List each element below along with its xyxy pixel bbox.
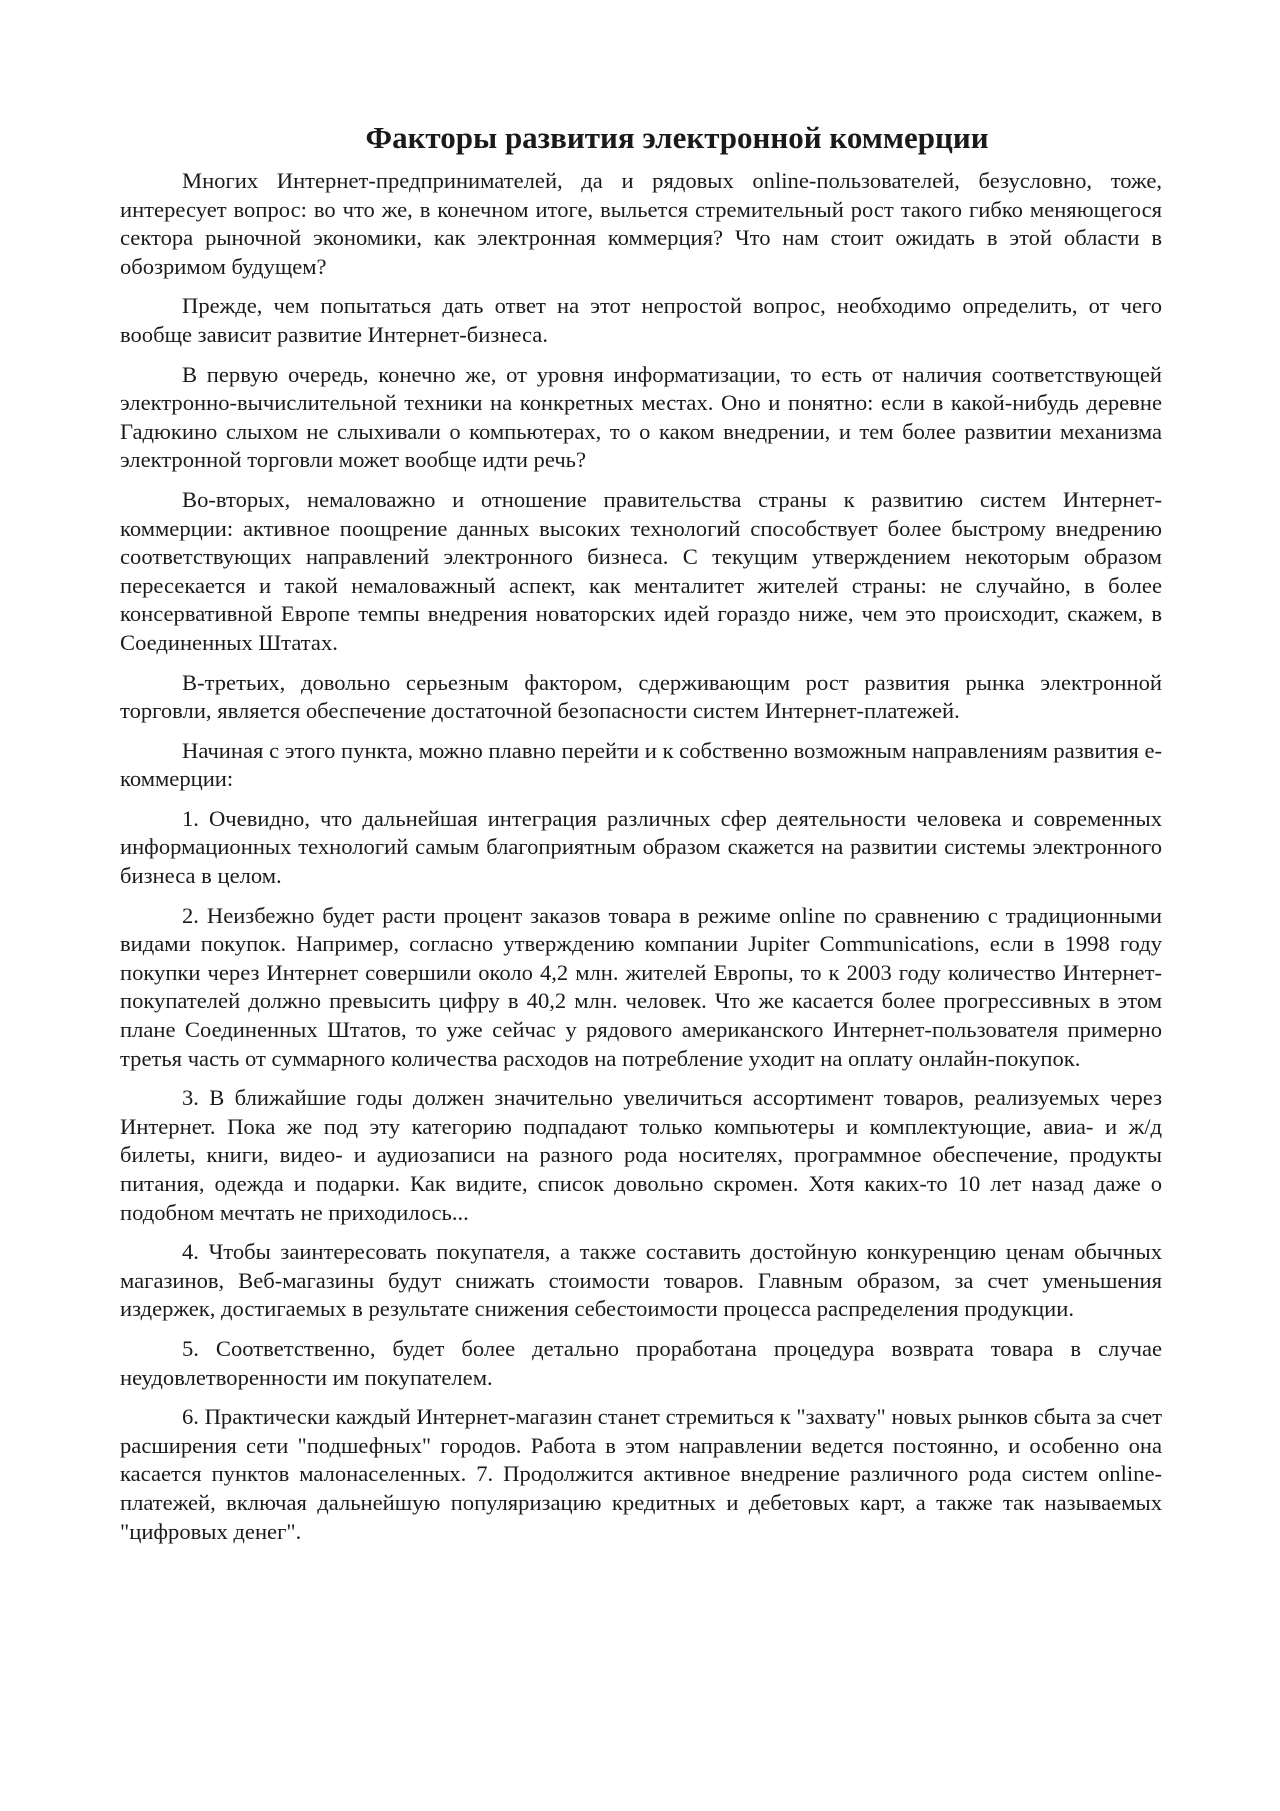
paragraph-third-factor: В-третьих, довольно серьезным фактором, сдерживающим рост развития рынка электронной торговли, является обеспечение достаточной безопасности систем Интернет-платежей. <box>120 669 1162 724</box>
paragraph-second-factor: Во-вторых, немаловажно и отношение правительства страны к развитию систем Интернет-коммерции: активное поощрение данных высоких технологий способствует более быстрому внедрению соответствующих направлений электронного бизнеса. С текущим утверждением некоторым образом пересекается и такой немаловажный аспект, как менталитет жителей страны: не случайно, в более консервативной Европе темпы внедрения новаторских идей гораздо ниже, чем это происходит, скажем, в Соединенных Штатах. <box>120 486 1162 655</box>
list-item-2: 2. Неизбежно будет расти процент заказов товара в режиме online по сравнению с традиционными видами покупок. Например, согласно утверждению компании Jupiter Communications, если в 1998 году покупки через Интернет совершили около 4,2 млн. жителей Европы, то к 2003 году количество Интернет-покупателей должно превысить цифру в 40,2 млн. человек. Что же касается более прогрессивных в этом плане Соединенных Штатов, то уже сейчас у рядового американского Интернет-пользователя примерно третья часть от суммарного количества расходов на потребление уходит на оплату онлайн-покупок. <box>120 902 1162 1071</box>
list-item-4: 4. Чтобы заинтересовать покупателя, а также составить достойную конкуренцию ценам обычных магазинов, Веб-магазины будут снижать стоимости товаров. Главным образом, за счет уменьшения издержек, достигаемых в результате снижения себестоимости процесса распределения продукции. <box>120 1239 1162 1322</box>
document-page <box>120 118 1162 1557</box>
list-item-6-7: 6. Практически каждый Интернет-магазин станет стремиться к "захвату" новых рынков сбыта за счет расширения сети "подшефных" городов. Работа в этом направлении ведется постоянно, и особенно она касается пунктов малонаселенных. 7. Продолжится активное внедрение различного рода систем online-платежей, включая дальнейшую популяризацию кредитных и дебетовых карт, а также так называемых "цифровых денег". <box>120 1404 1162 1544</box>
document-title: Факторы развития электронной коммерции <box>365 120 989 155</box>
list-item-3: 3. В ближайшие годы должен значительно увеличиться ассортимент товаров, реализуемых через Интернет. Пока же под эту категорию подпадают только компьютеры и комплектующие, авиа- и ж/д билеты, книги, видео- и аудиозаписи на разного рода носителях, программное обеспечение, продукты питания, одежда и подарки. Как видите, список довольно скромен. Хотя каких-то 10 лет назад даже о подобном мечтать не приходилось... <box>120 1085 1162 1225</box>
paragraph-define-factors: Прежде, чем попытаться дать ответ на этот непростой вопрос, необходимо определить, от чего вообще зависит развитие Интернет-бизнеса. <box>120 293 1162 347</box>
list-item-1: 1. Очевидно, что дальнейшая интеграция различных сфер деятельности человека и современных информационных технологий самым благоприятным образом скажется на развитии системы электронного бизнеса в целом. <box>120 805 1162 889</box>
paragraph-first-factor: В первую очередь, конечно же, от уровня информатизации, то есть от наличия соответствующей электронно-вычислительной техники на конкретных местах. Оно и понятно: если в какой-нибудь деревне Гадюкино слыхом не слыхивали о компьютерах, то о каком внедрении, и тем более развитии механизма электронной торговли может вообще идти речь? <box>120 361 1162 473</box>
list-item-5: 5. Соответственно, будет более детально проработана процедура возврата товара в случае неудовлетворенности им покупателем. <box>120 1335 1162 1390</box>
paragraph-directions-intro: Начиная с этого пункта, можно плавно перейти и к собственно возможным направлениям развития е-коммерции: <box>120 737 1162 792</box>
paragraph-intro-question: Многих Интернет-предпринимателей, да и рядовых online-пользователей, безусловно, тоже, интересует вопрос: во что же, в конечном итоге, выльется стремительный рост такого гибко меняющегося сектора рыночной экономики, как электронная коммерция? Что нам стоит ожидать в этой области в обозримом будущем? <box>120 168 1162 279</box>
